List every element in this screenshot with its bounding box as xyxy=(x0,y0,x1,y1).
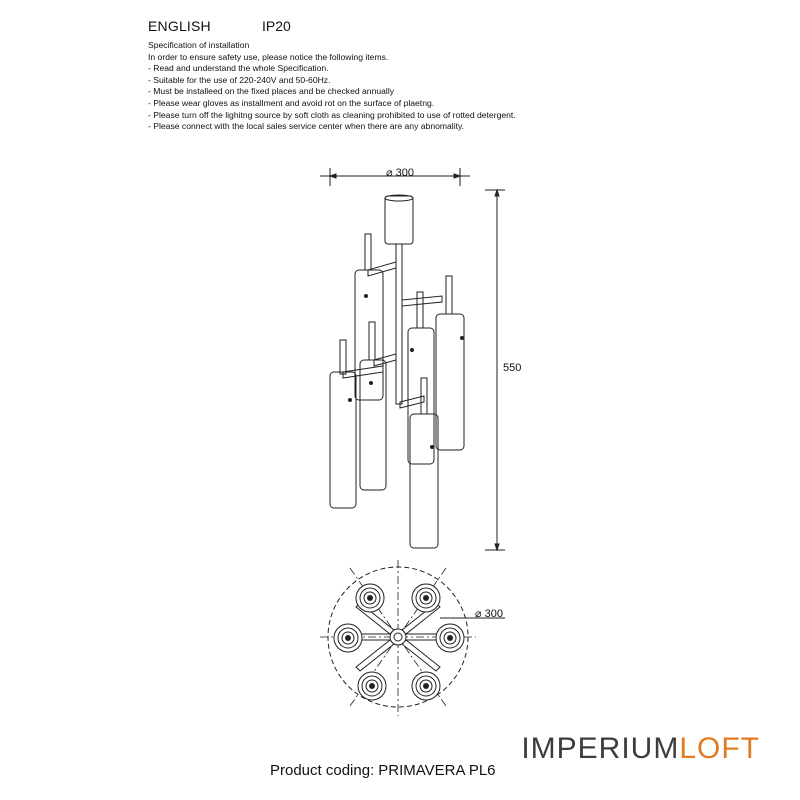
brand-logo xyxy=(521,732,760,766)
spec-item: - Please turn off the lighitng source by soft cloth as cleaning prohibited to use of rotted detergent. xyxy=(148,109,516,120)
lamp-head xyxy=(412,584,440,612)
spec-item: - Please wear gloves as installment and avoid rot on the surface of plaetng. xyxy=(148,97,435,108)
spec-item: - Must be installeed on the fixed places and be checked annually xyxy=(148,86,395,97)
product-code: PRIMAVERA PL6 xyxy=(378,762,496,779)
spec-title: Specification of installation xyxy=(148,40,250,50)
spec-item: - Read and understand the whole Specification. xyxy=(148,63,329,74)
ip-rating: IP20 xyxy=(262,18,291,34)
central-stem xyxy=(396,244,402,404)
lamp-bottom-view xyxy=(320,560,505,716)
lamp-head xyxy=(412,672,440,700)
height-dimension-line xyxy=(485,190,505,550)
spec-item: - Suitable for the use of 220-240V and 50-60Hz. xyxy=(148,74,331,85)
product-coding-label: Product coding: xyxy=(270,762,375,779)
height-dimension-label: 550 xyxy=(503,362,522,374)
width-dimension-label: ⌀ 300 xyxy=(386,167,415,179)
spec-item: - Please connect with the local sales service center when there are any abnomality. xyxy=(148,121,465,132)
product-coding xyxy=(270,762,500,779)
tube-shade xyxy=(360,322,396,490)
lamp-side-view xyxy=(330,195,464,548)
diameter-dimension-label: ⌀ 300 xyxy=(475,608,504,620)
language-label: ENGLISH xyxy=(148,18,211,34)
ceiling-canopy xyxy=(385,196,413,244)
lamp-head xyxy=(436,624,464,652)
brand-name-part1: IMPERIUM xyxy=(521,732,680,765)
lamp-head xyxy=(334,624,362,652)
brand-name-part2: LOFT xyxy=(679,732,760,765)
spec-intro: In order to ensure safety use, please notice the following items. xyxy=(148,51,389,62)
lamp-head xyxy=(356,584,384,612)
lamp-head xyxy=(358,672,386,700)
